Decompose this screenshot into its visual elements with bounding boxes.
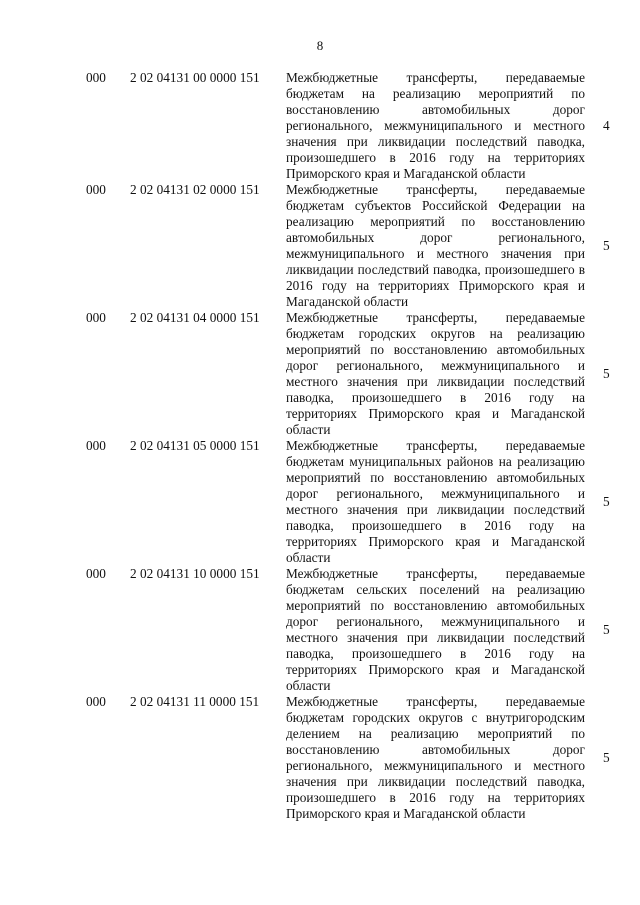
- income-name-cell: Межбюджетные трансферты, передаваемые бюджетам городских округов на реализацию мероприятий по восстановлению автомобильных дорог регионального, межмуниципального и местного значения при ликвидации последствий паводка, произошедшего в 2016 году на территориях Приморского края и Магаданской области: [286, 310, 585, 437]
- budget-classification-code-cell: 2 02 04131 10 0000 151: [130, 566, 260, 581]
- table-row: [0, 70, 640, 182]
- value-cell: 5: [603, 366, 610, 381]
- income-name-cell: Межбюджетные трансферты, передаваемые бюджетам на реализацию мероприятий по восстановлению автомобильных дорог регионального, межмуниципального и местного значения при ликвидации последствий паводка, произошедшего в 2016 году на территориях Приморского края и Магаданской области: [286, 70, 585, 181]
- value-cell: 5: [603, 238, 610, 253]
- table-row: [0, 182, 640, 310]
- budget-classification-code-cell: 2 02 04131 04 0000 151: [130, 310, 260, 325]
- revenue-codes-table: [0, 70, 640, 822]
- income-name-cell: Межбюджетные трансферты, передаваемые бюджетам муниципальных районов на реализацию мероприятий по восстановлению автомобильных дорог регионального, межмуниципального и местного значения при ликвидации последствий паводка, произошедшего в 2016 году на территориях Приморского края и Магаданской области: [286, 438, 585, 565]
- budget-classification-code-cell: 2 02 04131 02 0000 151: [130, 182, 260, 197]
- page-number: 8: [316, 38, 324, 53]
- budget-classification-code-cell: 2 02 04131 05 0000 151: [130, 438, 260, 453]
- value-cell: 4: [603, 118, 610, 133]
- value-cell: 5: [603, 622, 610, 637]
- table-row: [0, 694, 640, 822]
- admin-code-cell: 000: [86, 438, 106, 453]
- admin-code-cell: 000: [86, 182, 106, 197]
- table-row: [0, 310, 640, 438]
- value-cell: 5: [603, 750, 610, 765]
- income-name-cell: Межбюджетные трансферты, передаваемые бюджетам городских округов с внутригородским делением на реализацию мероприятий по восстановлению автомобильных дорог регионального, межмуниципального и местного значения при ликвидации последствий паводка, произошедшего в 2016 году на территориях Приморского края и Магаданской области: [286, 694, 585, 821]
- value-cell: 5: [603, 494, 610, 509]
- admin-code-cell: 000: [86, 310, 106, 325]
- admin-code-cell: 000: [86, 566, 106, 581]
- table-row: [0, 438, 640, 566]
- income-name-cell: Межбюджетные трансферты, передаваемые бюджетам субъектов Российской Федерации на реализацию мероприятий по восстановлению автомобильных дорог регионального, межмуниципального и местного значения при ликвидации последствий паводка, произошедшего в 2016 году на территориях Приморского края и Магаданской области: [286, 182, 585, 309]
- income-name-cell: Межбюджетные трансферты, передаваемые бюджетам сельских поселений на реализацию мероприятий по восстановлению автомобильных дорог регионального, межмуниципального и местного значения при ликвидации последствий паводка, произошедшего в 2016 году на территориях Приморского края и Магаданской области: [286, 566, 585, 693]
- budget-classification-code-cell: 2 02 04131 00 0000 151: [130, 70, 260, 85]
- table-row: [0, 566, 640, 694]
- admin-code-cell: 000: [86, 694, 106, 709]
- admin-code-cell: 000: [86, 70, 106, 85]
- budget-classification-code-cell: 2 02 04131 11 0000 151: [130, 694, 260, 709]
